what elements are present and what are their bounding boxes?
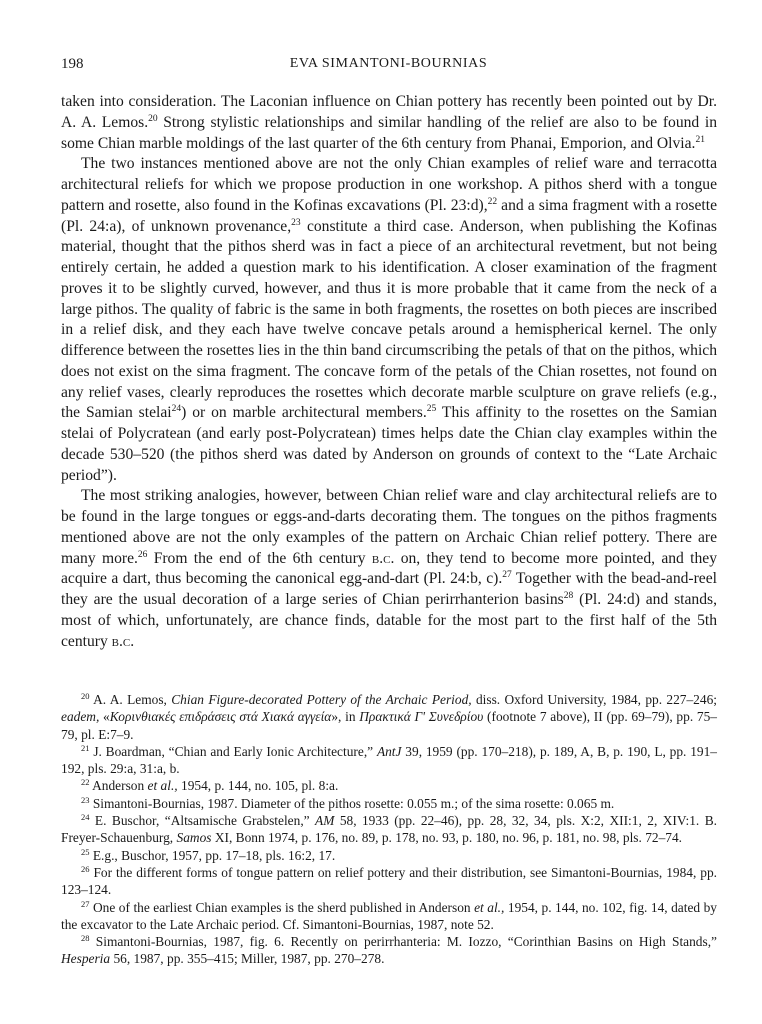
footnote-ref[interactable]: 25 <box>426 404 437 415</box>
footnote-ref[interactable]: 22 <box>487 196 498 207</box>
paragraph: taken into consideration. The Laconian influence on Chian pottery has recently been pointed out by Dr. A. A. Lemos.$^{20}$ Strong stylistic relationships and similar handling of the relief are also to be found in some Chian marble moldings of the last quarter of the 6th century from Phanai, Emporion, and Olvia.$^{21}$ <box>61 93 717 152</box>
footnote-ref[interactable]: 26 <box>137 549 148 560</box>
footnote-22: $^{22}$ Anderson et al., 1954, p. 144, no. 105, pl. 8:a. <box>81 777 339 794</box>
footnote-28: $^{28}$ Simantoni-Bournias, 1987, fig. 6. Recently on perirrhanteria: M. Iozzo, “Corinthian Basins on High Stands,” Hesperia 56, 1987, pp. 355–415; Miller, 1987, pp. 270–278. <box>61 933 717 967</box>
footnote-ref[interactable]: 23 <box>291 217 301 228</box>
page-number: 198 <box>61 56 84 72</box>
footnotes <box>61 691 717 968</box>
footnote-ref[interactable]: 27 <box>502 570 512 581</box>
footnote-21: $^{21}$ J. Boardman, “Chian and Early Ionic Architecture,” AntJ 39, 1959 (pp. 170–218), p. 189, A, B, p. 190, L, pp. 191–192, pls. 29:a, 31:a, b. <box>61 742 717 777</box>
footnote-26: $^{26}$ For the different forms of tongue pattern on relief pottery and their distribution, see Simantoni-Bournias, 1984, pp. 123–124. <box>61 863 717 898</box>
footnote-ref[interactable]: 24 <box>171 404 182 415</box>
footnote-27: $^{27}$ One of the earliest Chian examples is the sherd published in Anderson et al., 1954, p. 144, no. 102, fig. 14, dated by the excavator to the Late Archaic period. Cf. Simantoni-Bournias, 1987, note 52. <box>61 898 717 932</box>
page-header <box>61 56 716 76</box>
footnote-24: $^{24}$ E. Buschor, “Altsamische Grabstelen,” AM 58, 1933 (pp. 22–46), pp. 28, 32, 34, pls. X:2, XII:1, 2, XIV:1. B. Freyer-Schauenburg, Samos XI, Bonn 1974, p. 176, no. 89, p. 178, no. 93, p. 180, no. 96, p. 181, no. 98, pls. 72–74. <box>61 812 717 846</box>
paragraph: The most striking analogies, however, between Chian relief ware and clay architectural reliefs are to be found in the large tongues or eggs-and-darts decorating them. The tongues on the pithos fragments mentioned above are not the only examples of the pattern on Archaic Chian relief pottery. There are many more.$^{26}$ From the end of the 6th century b.c. on, they tend to become more pointed, and they acquire a dart, thus becoming the canonical egg-and-dart (Pl. 24:b, c).$^{27}$ Together with the bead-and-reel they are the usual decoration of a large series of Chian perirrhanterion basins$^{28}$ (Pl. 24:d) and stands, most of which, unfortunately, are chance finds, datable for the most part to the first half of the 5th century b.c. <box>61 487 717 650</box>
footnote-ref[interactable]: 20 <box>148 113 158 124</box>
footnote-23: $^{23}$ Simantoni-Bournias, 1987. Diameter of the pithos rosette: 0.055 m.; of the sima rosette: 0.065 m. <box>81 794 615 811</box>
footnote-ref[interactable]: 28 <box>563 591 574 601</box>
body-text <box>61 92 717 652</box>
paragraph: The two instances mentioned above are not the only Chian examples of relief ware and terracotta architectural reliefs for which we propose production in one workshop. A pithos sherd with a tongue pattern and rosette, also found in the Kofinas excavations (Pl. 23:d),$^{22}$ and a sima fragment with a rosette (Pl. 24:a), of unknown provenance,$^{23}$ constitute a third case. Anderson, when publishing the Kofinas material, thought that the pithos sherd was in fact a piece of an architectural revetment, but not being entirely certain, he added a question mark to his identification. A closer examination of the fragment proves it to be slightly curved, however, and thus it is more probable that it came from the neck of a large pithos. The quality of fabric is the same in both fragments, the rosettes on both pieces are inscribed in a relief disk, and they each have twelve concave petals around a hemispherical kernel. The only difference between the rosettes lies in the thin band circumscribing the petals of that on the pithos, which does not exist on the sima fragment. The concave form of the petals of the Chian rosettes, not found on any relief vases, clearly reproduces the rosettes which decorate marble sculpture on grave reliefs (e.g., the Samian stelai$^{24}$) or on marble architectural members.$^{25}$ This affinity to the rosettes on the Samian stelai of Polycratean (and early post-Polycratean) times helps date the Chian clay examples within the decade 530–520 (the pithos sherd was dated by Anderson on grounds of context to the “Late Archaic period”). <box>61 155 717 484</box>
footnote-25: $^{25}$ E.g., Buschor, 1957, pp. 17–18, pls. 16:2, 17. <box>81 846 336 863</box>
footnote-ref[interactable]: 21 <box>695 134 705 145</box>
footnote-20: $^{20}$ A. A. Lemos, Chian Figure-decorated Pottery of the Archaic Period, diss. Oxford University, 1984, pp. 227–246; eadem, «Κορινθιακές επιδράσεις στά Χιακά αγγεία», in Πρακτικά Γ' Συνεδρίου (footnote 7 above), II (pp. 69–79), pp. 75–79, pl. E:7–9. <box>61 691 717 742</box>
running-head: EVA SIMANTONI-BOURNIAS <box>289 56 488 71</box>
